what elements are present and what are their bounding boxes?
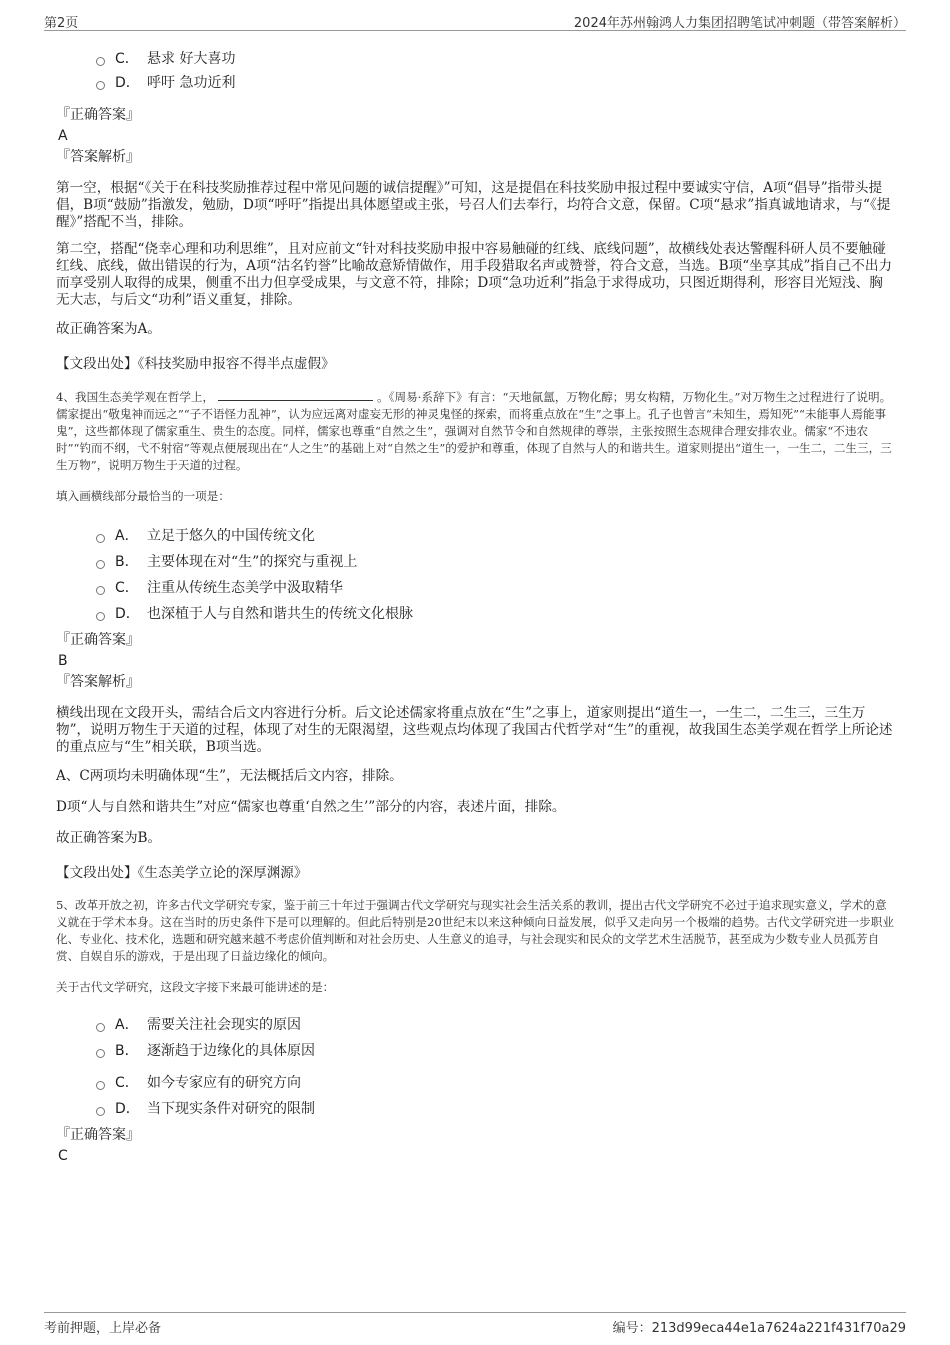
document-code: 编号：213d99eca44e1a7624a221f431f70a29 [612,1321,906,1336]
q5-option-c[interactable]: C． 如今专家应有的研究方向 [96,1070,896,1094]
fill-blank [218,388,373,401]
document-title: 2024年苏州翰鸿人力集团招聘笔试冲刺题（带答案解析） [573,16,906,31]
q4-options [56,523,896,625]
q4-option-c[interactable]: C． 注重从传统生态美学中汲取精华 [96,575,896,599]
source-citation: 【文段出处】《科技奖励申报容不得半点虚假》 [56,356,335,372]
question-stem: 5、改革开放之初，许多古代文学研究专家，鉴于前三十年过于强调古代文学研究与现实社会生活关系的教训，提出古代文学研究不必过于追求现实意义，学术的意义就在于学术本身。这在当时的历史条件下是可以理解的。但此后特别是20世纪末以来这种倾向日益发展，似乎又走向另一个极端的趋势。古代文学研究进一步职业化、专业化、技术化，选题和研究越来越不考虑价值判断和对社会历史、人生意义的追寻，与社会现实和民众的文学艺术生活脱节，甚至成为少数专业人员孤芳自赏、自娱自乐的游戏，于是出现了日益边缘化的倾向。 [56,898,894,963]
q5-option-d[interactable]: D． 当下现实条件对研究的限制 [96,1096,896,1120]
answer-label: 『正确答案』 [56,632,140,648]
analysis-conclusion: 故正确答案为B。 [56,830,162,846]
analysis-paragraph: D项“人与自然和谐共生”对应“儒家也尊重‘自然之生’”部分的内容，表述片面，排除。 [56,799,566,815]
q5-option-b[interactable]: B． 逐渐趋于边缘化的具体原因 [96,1038,896,1062]
q5-options [56,1012,896,1120]
radio-icon[interactable] [96,1081,105,1090]
q4-option-b[interactable]: B． 主要体现在对“生”的探究与重视上 [96,549,896,573]
footer-note: 考前押题，上岸必备 [44,1321,162,1336]
radio-icon[interactable] [96,1049,105,1058]
q4-option-a[interactable]: A． 立足于悠久的中国传统文化 [96,523,896,547]
page-footer [44,1312,906,1337]
correct-answer: B [58,653,68,669]
question-prompt: 填入画横线部分最恰当的一项是： [56,489,230,503]
page-header [44,8,906,31]
correct-answer: C [58,1148,68,1164]
radio-icon[interactable] [96,1107,105,1116]
analysis-paragraph: 第二空，搭配“侥幸心理和功利思维”，且对应前文“针对科技奖励申报中容易触碰的红线、底线问题”，故横线处表达警醒科研人员不要触碰红线、底线，做出错误的行为，A项“沽名钓誉”比喻故意矫情做作，用手段猎取名声或赞誉，符合文意，当选。B项“坐享其成”指自己不出力而享受别人取得的成果，侧重不出力但享受成果，与文意不符，排除；D项“急功近利”指急于求得成功，只图近期得利，形容目光短浅、胸无大志，与后文“功利”语义重复，排除。 [56,241,893,308]
radio-icon[interactable] [96,81,105,90]
page-number: 第2页 [44,16,79,31]
answer-label: 『正确答案』 [56,1127,140,1143]
answer-label: 『正确答案』 [56,107,140,123]
q4-option-d[interactable]: D． 也深植于人与自然和谐共生的传统文化根脉 [96,601,896,625]
page-content [56,40,896,1166]
analysis-label: 『答案解析』 [56,674,140,690]
source-citation: 【文段出处】《生态美学立论的深厚渊源》 [56,865,308,881]
q3-options [56,46,896,94]
radio-icon[interactable] [96,560,105,569]
q3-option-d[interactable]: D． 呼吁 急功近利 [96,70,896,94]
analysis-paragraph: 横线出现在文段开头，需结合后文内容进行分析。后文论述儒家将重点放在“生”之事上，道家则提出“道生一，一生二，二生三，三生万物”，说明万物生于天道的过程，体现了对生的无限渴望，这些观点均体现了我国古代哲学对“生”的重视，故我国生态美学观在哲学上所论述的重点应与“生”相关联，B项当选。 [56,705,893,755]
question-stem: 4、我国生态美学观在哲学上， 。《周易·系辞下》有言：“天地氤氲，万物化醇；男女构精，万物化生。”对万物生之过程进行了说明。儒家提出“敬鬼神而远之”“子不语怪力乱神”，认为应远离对虚妄无形的神灵鬼怪的探索，而将重点放在“生”之事上。孔子也曾言“未知生，焉知死”“未能事人焉能事鬼”，这些都体现了儒家重生、贵生的态度。同样，儒家也尊重“自然之生”，强调对自然节令和自然规律的尊崇，主张按照生态规律合理安排农业。儒家“不违农时”“钓而不纲，弋不射宿”等观点便展现出在“人之生”的基础上对“自然之生”的爱护和尊重，体现了自然与人的和谐共生。道家则提出“道生一，一生二，二生三，三生万物”，说明万物生于天道的过程。 [56,390,892,472]
question-prompt: 关于古代文学研究，这段文字接下来最可能讲述的是： [56,980,335,994]
correct-answer: A [58,128,68,144]
analysis-conclusion: 故正确答案为A。 [56,321,161,337]
analysis-paragraph: A、C两项均未明确体现“生”，无法概括后文内容，排除。 [56,768,403,784]
q3-option-c[interactable]: C． 悬求 好大喜功 [96,46,896,70]
radio-icon[interactable] [96,534,105,543]
radio-icon[interactable] [96,1023,105,1032]
radio-icon[interactable] [96,586,105,595]
analysis-label: 『答案解析』 [56,149,140,165]
radio-icon[interactable] [96,57,105,66]
q5-option-a[interactable]: A． 需要关注社会现实的原因 [96,1012,896,1036]
analysis-paragraph: 第一空，根据“《关于在科技奖励推荐过程中常见问题的诚信提醒》”可知，这是提倡在科技奖励申报过程中要诚实守信，A项“倡导”指带头提倡，B项“鼓励”指激发，勉励，D项“呼吁”指提出具体愿望或主张，号召人们去奉行，均符合文意，保留。C项“悬求”指真诚地请求，与“《提醒》”搭配不当，排除。 [56,180,891,230]
radio-icon[interactable] [96,612,105,621]
